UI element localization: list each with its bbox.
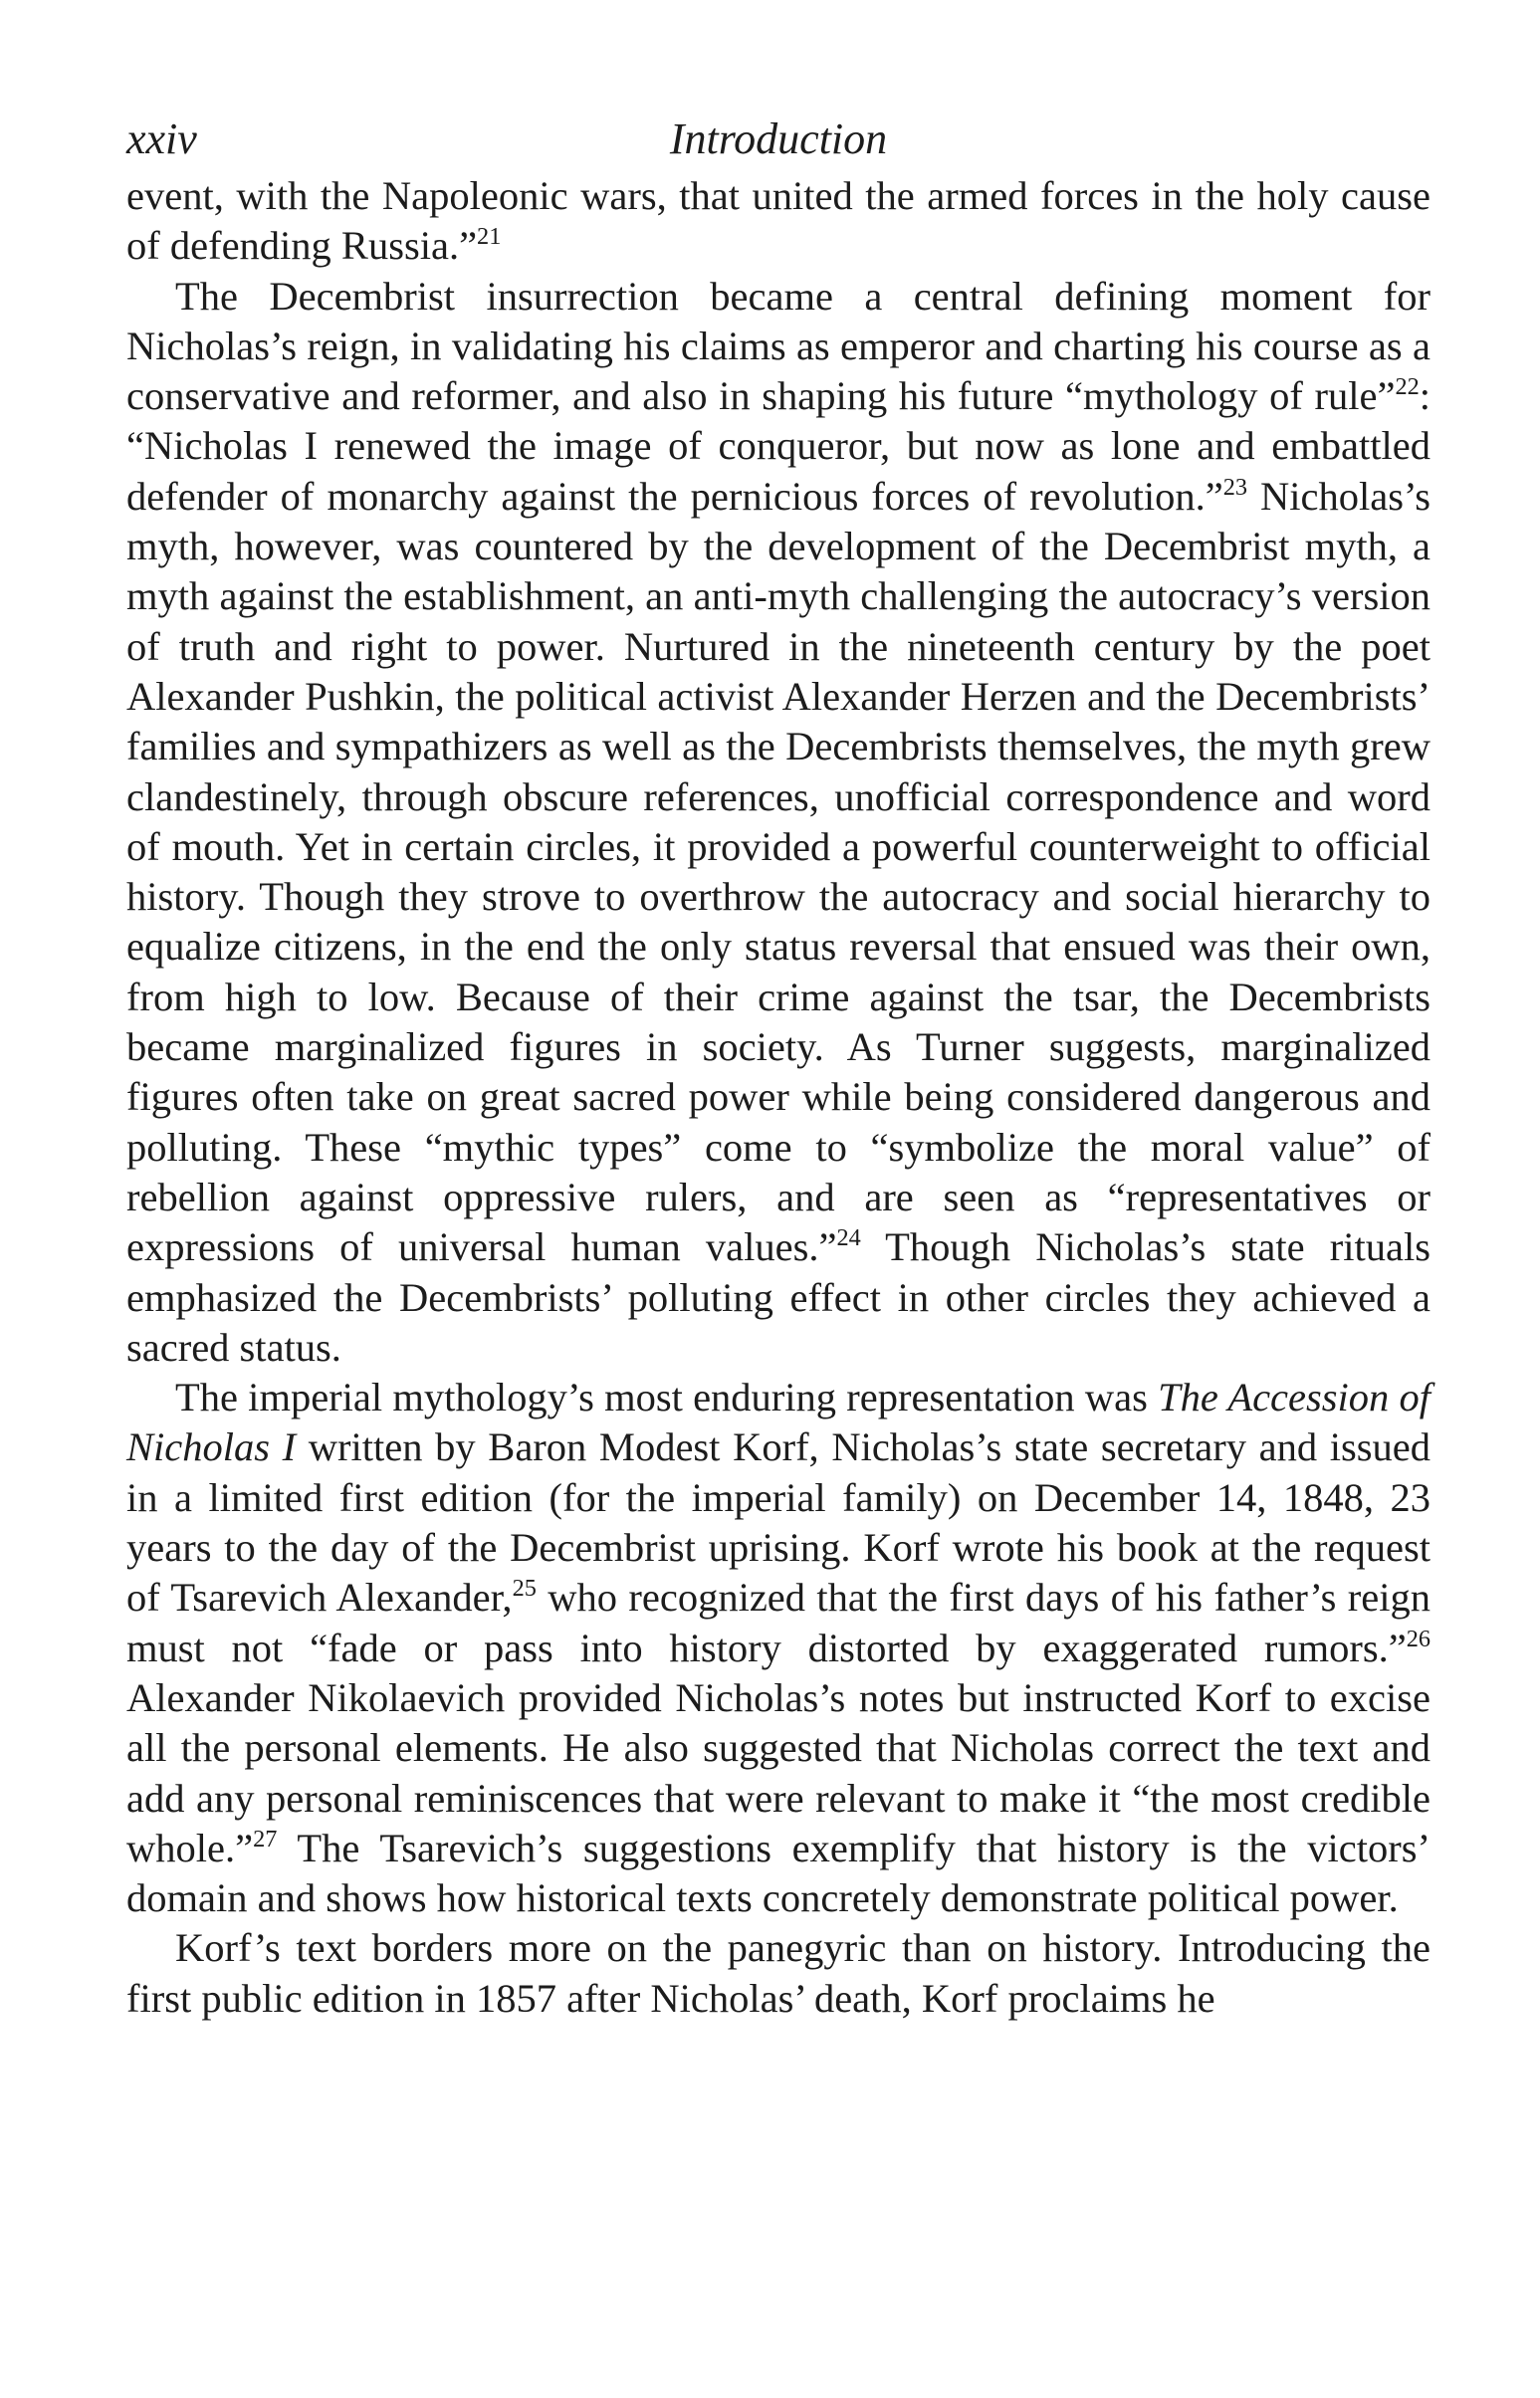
text-run: The imperial mythology’s most enduring representation was bbox=[175, 1375, 1159, 1420]
paragraph-4 bbox=[126, 1923, 1430, 2024]
text-run: event, with the Napoleonic wars, that united the armed forces in the holy cause of defending Russia.” bbox=[126, 173, 1430, 269]
footnote-ref-21: 21 bbox=[477, 223, 502, 251]
text-run: Korf’s text borders more on the panegyric than on history. Introducing the first public edition in 1857 after Nicholas’ death, Korf proclaims he bbox=[126, 1925, 1430, 2021]
book-page bbox=[126, 108, 1430, 2024]
text-run: Though Nicholas’s state rituals emphasized the Decembrists’ polluting effect in other circles they achieved a sacred status. bbox=[126, 1224, 1430, 1370]
paragraph-3 bbox=[126, 1373, 1430, 1923]
paragraph-2 bbox=[126, 272, 1430, 1374]
body-text bbox=[126, 171, 1430, 2024]
footnote-ref-23: 23 bbox=[1222, 473, 1247, 501]
paragraph-1 bbox=[126, 171, 1430, 272]
text-run: written by Baron Modest Korf, Nicholas’s state secretary and issued in a limited first edition (for the imperial family) on December 14, 1848, 23 years to the day of the Decembrist uprising. Korf wrote his book at the request of Tsarevich Alexander, bbox=[126, 1424, 1430, 1621]
text-run: who recognized that the first days of his father’s reign must not “fade or pass into history distorted by exaggerated rumors.” bbox=[126, 1575, 1430, 1670]
footnote-ref-25: 25 bbox=[512, 1575, 537, 1603]
text-run: : “Nicholas I renewed the image of conqueror, but now as lone and embattled defender of monarchy against the pernicious forces of revolution.” bbox=[126, 373, 1430, 519]
footnote-ref-26: 26 bbox=[1406, 1625, 1430, 1652]
text-run: The Decembrist insurrection became a central defining moment for Nicholas’s reign, in validating his claims as emperor and charting his course as a conservative and reformer, and also in shaping his future “mythology of rule” bbox=[126, 273, 1430, 419]
book-title: The Accession of Nicholas I bbox=[126, 1375, 1430, 1470]
running-title: Introduction bbox=[669, 114, 888, 163]
footnote-ref-27: 27 bbox=[253, 1825, 278, 1853]
footnote-ref-22: 22 bbox=[1395, 373, 1420, 401]
running-head bbox=[126, 108, 1430, 171]
footnote-ref-24: 24 bbox=[836, 1224, 861, 1252]
text-run: Nicholas’s myth, however, was countered by the development of the Decembrist myth, a myth against the establishment, an anti-myth challenging the autocracy’s version of truth and right to power. Nurtured in the nineteenth century by the poet Alexander Pushkin, the political activist Alexander Herzen and the Decembrists’ families and sympathizers as well as the Decembrists themselves, the myth grew clandestinely, through obscure references, unofficial correspondence and word of mouth. Yet in certain circles, it provided a powerful counterweight to official history. Though they strove to overthrow the autocracy and social hierarchy to equalize citizens, in the end the only status reversal that ensued was their own, from high to low. Because of their crime against the tsar, the Decembrists became marginalized figures in society. As Turner suggests, marginalized figures often take on great sacred power while being considered dangerous and polluting. These “mythic types” come to “symbolize the moral value” of rebellion against oppressive rulers, and are seen as “representatives or expressions of universal human values.” bbox=[126, 473, 1430, 1270]
text-run: Alexander Nikolaevich provided Nicholas’s notes but instructed Korf to excise all the personal elements. He also suggested that Nicholas correct the text and add any personal reminiscences that were relevant to make it “the most credible whole.” bbox=[126, 1674, 1430, 1870]
text-run: The Tsarevich’s suggestions exemplify that history is the victors’ domain and shows how historical texts concretely demonstrate political power. bbox=[126, 1825, 1430, 1921]
page-number: xxiv bbox=[126, 114, 197, 163]
